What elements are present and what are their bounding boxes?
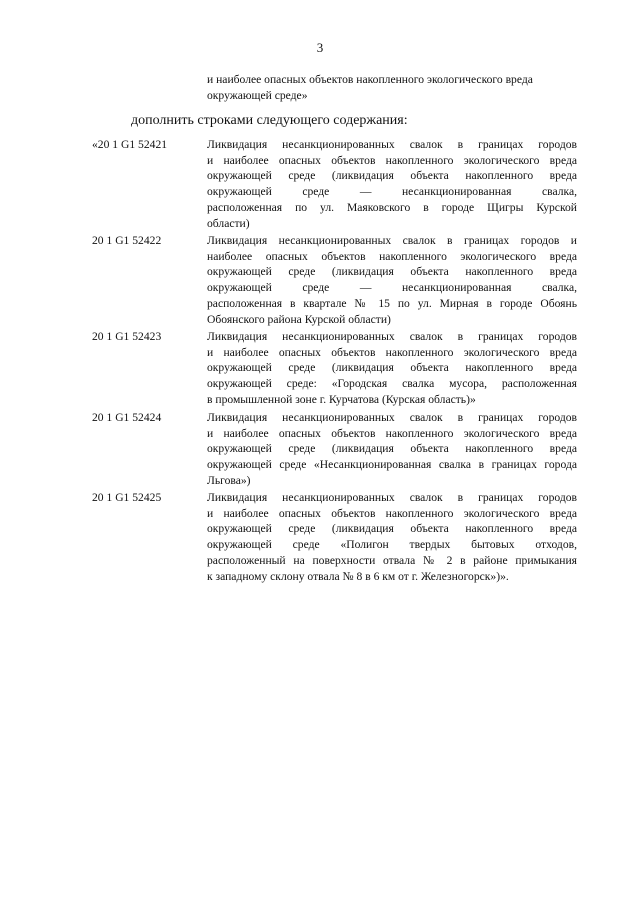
entry-line: и наиболее опасных объектов накопленного экологического вреда <box>207 426 577 440</box>
entry-line: и наиболее опасных объектов накопленного экологического вреда <box>207 506 577 520</box>
entry-line: окружающей среде «Полигон твердых бытовых отходов, <box>207 538 577 552</box>
entry-description <box>207 329 577 408</box>
entry-line: в промышленной зоне г. Курчатова (Курская область)» <box>207 392 476 406</box>
entry-code: 20 1 G1 52423 <box>92 330 162 343</box>
entry-line: и наиболее опасных объектов накопленного экологического вреда <box>207 153 577 167</box>
entry-line: окружающей среде — несанкционированная свалка, <box>207 281 577 295</box>
entry-line: Ликвидация несанкционированных свалок в границах городов <box>207 138 577 151</box>
entry-code: 20 1 G1 52424 <box>92 411 162 424</box>
entry-code: 20 1 G1 52422 <box>92 234 162 247</box>
entry-line: Обоянского района Курской области) <box>207 312 391 326</box>
entry-line: Ликвидация несанкционированных свалок в границах городов <box>207 491 577 504</box>
intro-line: и наиболее опасных объектов накопленного экологического вреда <box>207 73 533 86</box>
entry-line: окружающей среде — несанкционированная свалка, <box>207 185 577 199</box>
entry-line: Льгова») <box>207 473 251 487</box>
intro-paragraph <box>207 72 577 104</box>
entry-description <box>207 490 577 584</box>
intro-line: окружающей среде» <box>207 89 308 102</box>
entry-line: Ликвидация несанкционированных свалок в границах городов <box>207 330 577 343</box>
entry-description <box>207 233 577 327</box>
entry-line: расположенный на поверхности отвала № 2 в районе примыкания <box>207 553 577 567</box>
entry-description <box>207 410 577 489</box>
entry-line: окружающей среде (ликвидация объекта накопленного вреда <box>207 361 577 375</box>
entry-code: 20 1 G1 52425 <box>92 491 162 504</box>
section-heading: дополнить строками следующего содержания: <box>131 113 408 128</box>
entry-code: «20 1 G1 52421 <box>92 138 168 151</box>
entry-line: расположенная по ул. Маяковского в городе Щигры Курской <box>207 200 577 214</box>
page-number: 3 <box>316 40 324 55</box>
entry-line: Ликвидация несанкционированных свалок в границах городов <box>207 411 577 424</box>
entry-line: окружающей среде (ликвидация объекта накопленного вреда <box>207 169 577 183</box>
entry-line: окружающей среде (ликвидация объекта накопленного вреда <box>207 265 577 279</box>
entry-line: к западному склону отвала № 8 в 6 км от г. Железногорск»)». <box>207 569 509 583</box>
entry-line: окружающей среде (ликвидация объекта накопленного вреда <box>207 522 577 536</box>
entry-line: окружающей среде (ликвидация объекта накопленного вреда <box>207 442 577 456</box>
entry-line: расположенная в квартале № 15 по ул. Мирная в городе Обоянь <box>207 296 577 310</box>
entry-line: окружающей среде: «Городская свалка мусора, расположенная <box>207 377 577 391</box>
entry-line: области) <box>207 216 250 230</box>
entry-line: окружающей среде «Несанкционированная свалка в границах города <box>207 458 577 472</box>
entry-line: и наиболее опасных объектов накопленного экологического вреда <box>207 345 577 359</box>
entry-line: наиболее опасных объектов накопленного экологического вреда <box>207 249 577 263</box>
entry-description <box>207 137 577 231</box>
entry-line: Ликвидация несанкционированных свалок в границах городов и <box>207 234 577 247</box>
